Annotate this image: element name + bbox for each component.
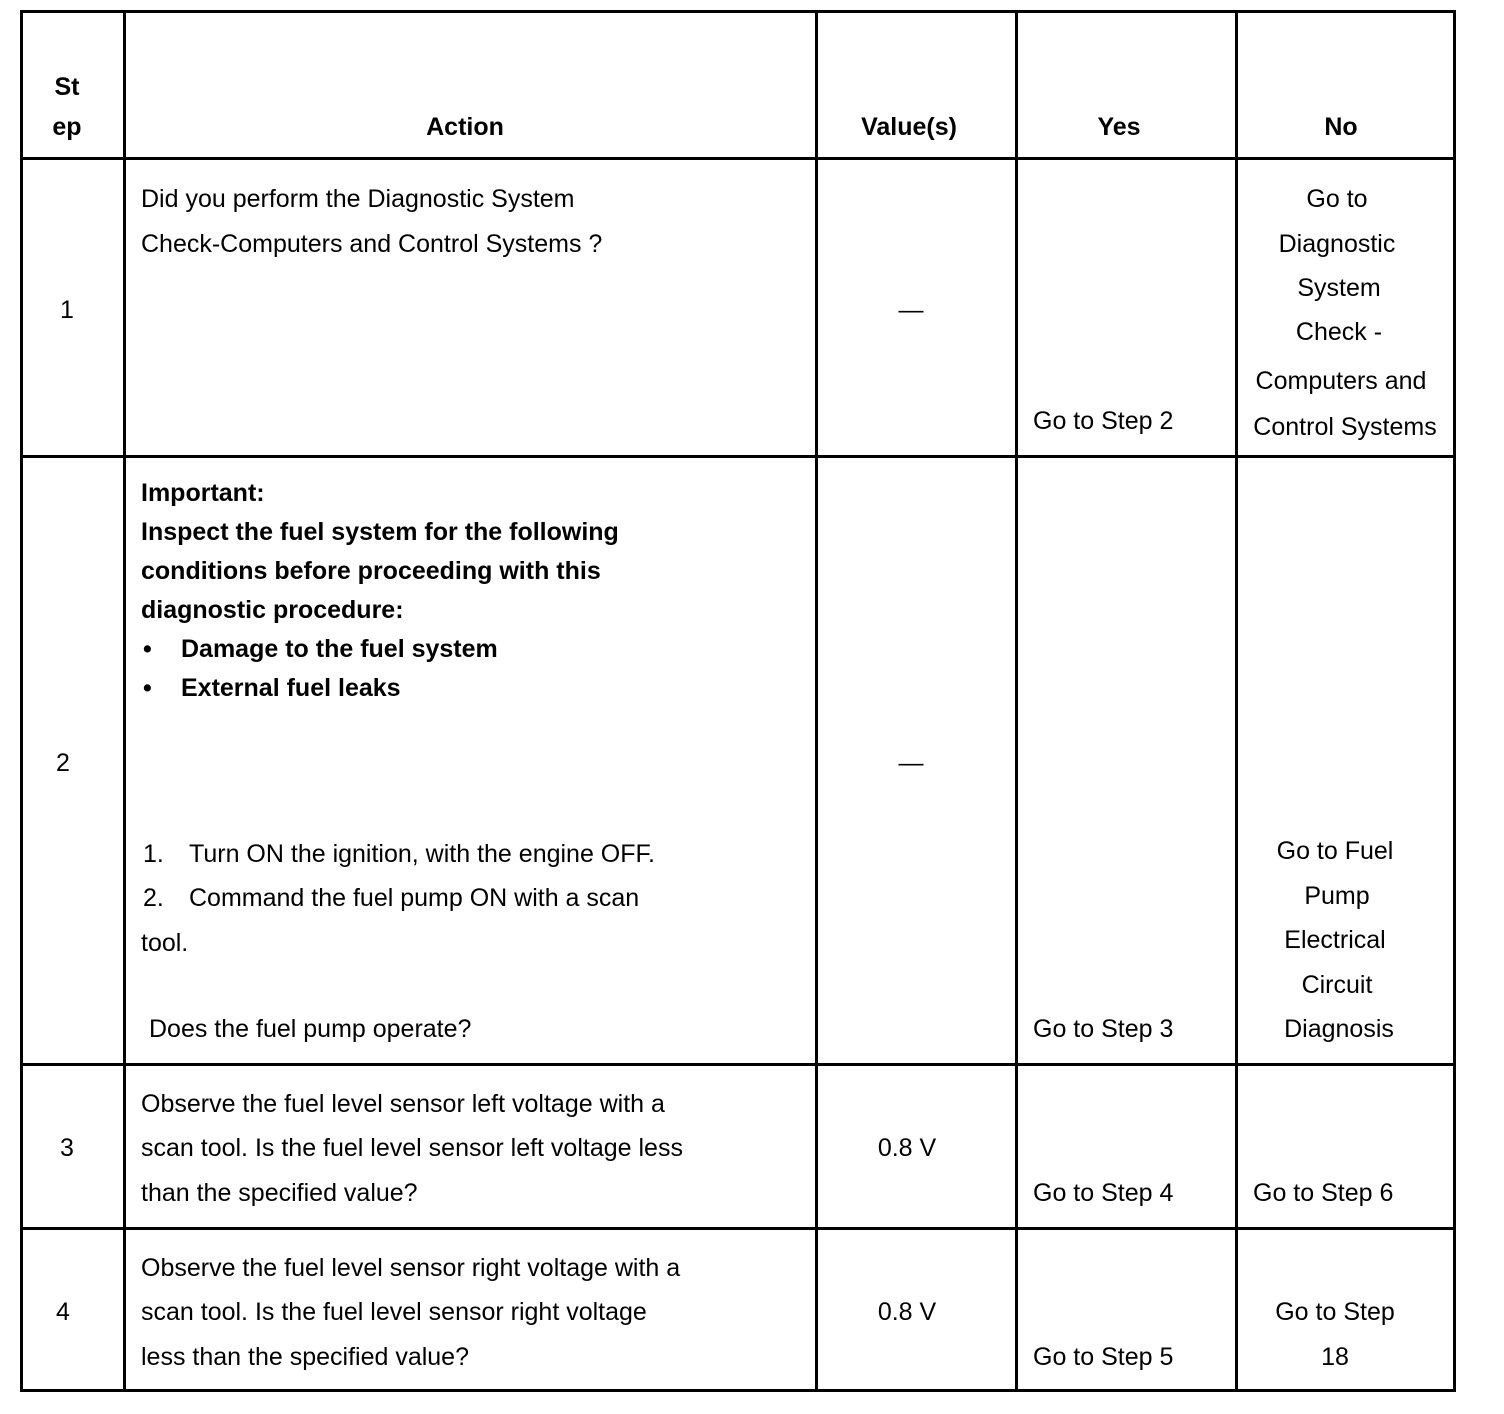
row2-step: 2 <box>56 749 70 777</box>
step-continuation: tool. <box>141 929 189 957</box>
diagnostic-table <box>20 10 1456 1392</box>
row-divider <box>23 1227 1453 1230</box>
column-divider <box>1235 13 1238 1389</box>
header-step-line2: ep <box>52 113 82 141</box>
important-line: Inspect the fuel system for the following <box>141 518 619 546</box>
row4-yes: Go to Step 5 <box>1033 1343 1174 1371</box>
row-divider <box>23 157 1453 160</box>
row4-value: 0.8 V <box>877 1298 937 1326</box>
bullet-item: External fuel leaks <box>181 674 401 702</box>
header-yes: Yes <box>1097 113 1141 141</box>
header-values: Value(s) <box>861 113 957 141</box>
column-divider <box>123 13 126 1389</box>
row4-action-line: less than the specified value? <box>141 1343 469 1371</box>
row4-step: 4 <box>56 1298 70 1326</box>
row1-yes: Go to Step 2 <box>1033 407 1174 435</box>
row2-no-line: Circuit <box>1301 971 1373 999</box>
header-action: Action <box>426 113 504 141</box>
important-label: Important: <box>141 479 265 507</box>
row4-action-line: Observe the fuel level sensor right voltage with a <box>141 1254 681 1282</box>
row3-action-line: scan tool. Is the fuel level sensor left voltage less <box>141 1134 683 1162</box>
row2-no-line: Go to Fuel <box>1276 837 1394 865</box>
bullet-icon: • <box>143 674 152 702</box>
column-divider <box>1015 13 1018 1389</box>
row1-no-line: Computers and <box>1255 367 1427 395</box>
row-divider <box>23 455 1453 458</box>
column-divider <box>815 13 818 1389</box>
header-no: No <box>1324 113 1358 141</box>
row3-value: 0.8 V <box>877 1134 937 1162</box>
row1-action-line: Check-Computers and Control Systems ? <box>141 230 603 258</box>
row1-no-line: Control Systems <box>1253 413 1437 441</box>
important-line: conditions before proceeding with this <box>141 557 601 585</box>
important-line: diagnostic procedure: <box>141 596 404 624</box>
row4-no-line: Go to Step <box>1275 1298 1395 1326</box>
row3-action-line: than the specified value? <box>141 1179 418 1207</box>
row3-no: Go to Step 6 <box>1253 1179 1394 1207</box>
row2-no-line: Pump <box>1304 882 1370 910</box>
row3-step: 3 <box>60 1134 74 1162</box>
row2-question: Does the fuel pump operate? <box>149 1015 472 1043</box>
step-number: 2. <box>143 884 164 912</box>
row1-step: 1 <box>60 296 74 324</box>
row3-action-line: Observe the fuel level sensor left voltage with a <box>141 1090 665 1118</box>
row2-no-line: Diagnosis <box>1284 1015 1394 1043</box>
row2-no-line: Electrical <box>1284 926 1386 954</box>
row4-action-line: scan tool. Is the fuel level sensor right voltage <box>141 1298 647 1326</box>
row1-no-line: Diagnostic <box>1278 230 1396 258</box>
bullet-icon: • <box>143 635 152 663</box>
step-text: Turn ON the ignition, with the engine OFF. <box>189 840 655 868</box>
header-step-line1: St <box>54 73 80 101</box>
row1-no-line: Go to <box>1306 185 1368 213</box>
step-number: 1. <box>143 840 164 868</box>
row1-value: — <box>898 296 924 324</box>
bullet-item: Damage to the fuel system <box>181 635 498 663</box>
row2-yes: Go to Step 3 <box>1033 1015 1174 1043</box>
row3-yes: Go to Step 4 <box>1033 1179 1174 1207</box>
row1-no-line: Check - <box>1295 318 1383 346</box>
row1-no-line: System <box>1297 274 1381 302</box>
row4-no-line: 18 <box>1321 1343 1349 1371</box>
row-divider <box>23 1063 1453 1066</box>
row1-action-line: Did you perform the Diagnostic System <box>141 185 575 213</box>
row2-value: — <box>898 749 924 777</box>
step-text: Command the fuel pump ON with a scan <box>189 884 640 912</box>
